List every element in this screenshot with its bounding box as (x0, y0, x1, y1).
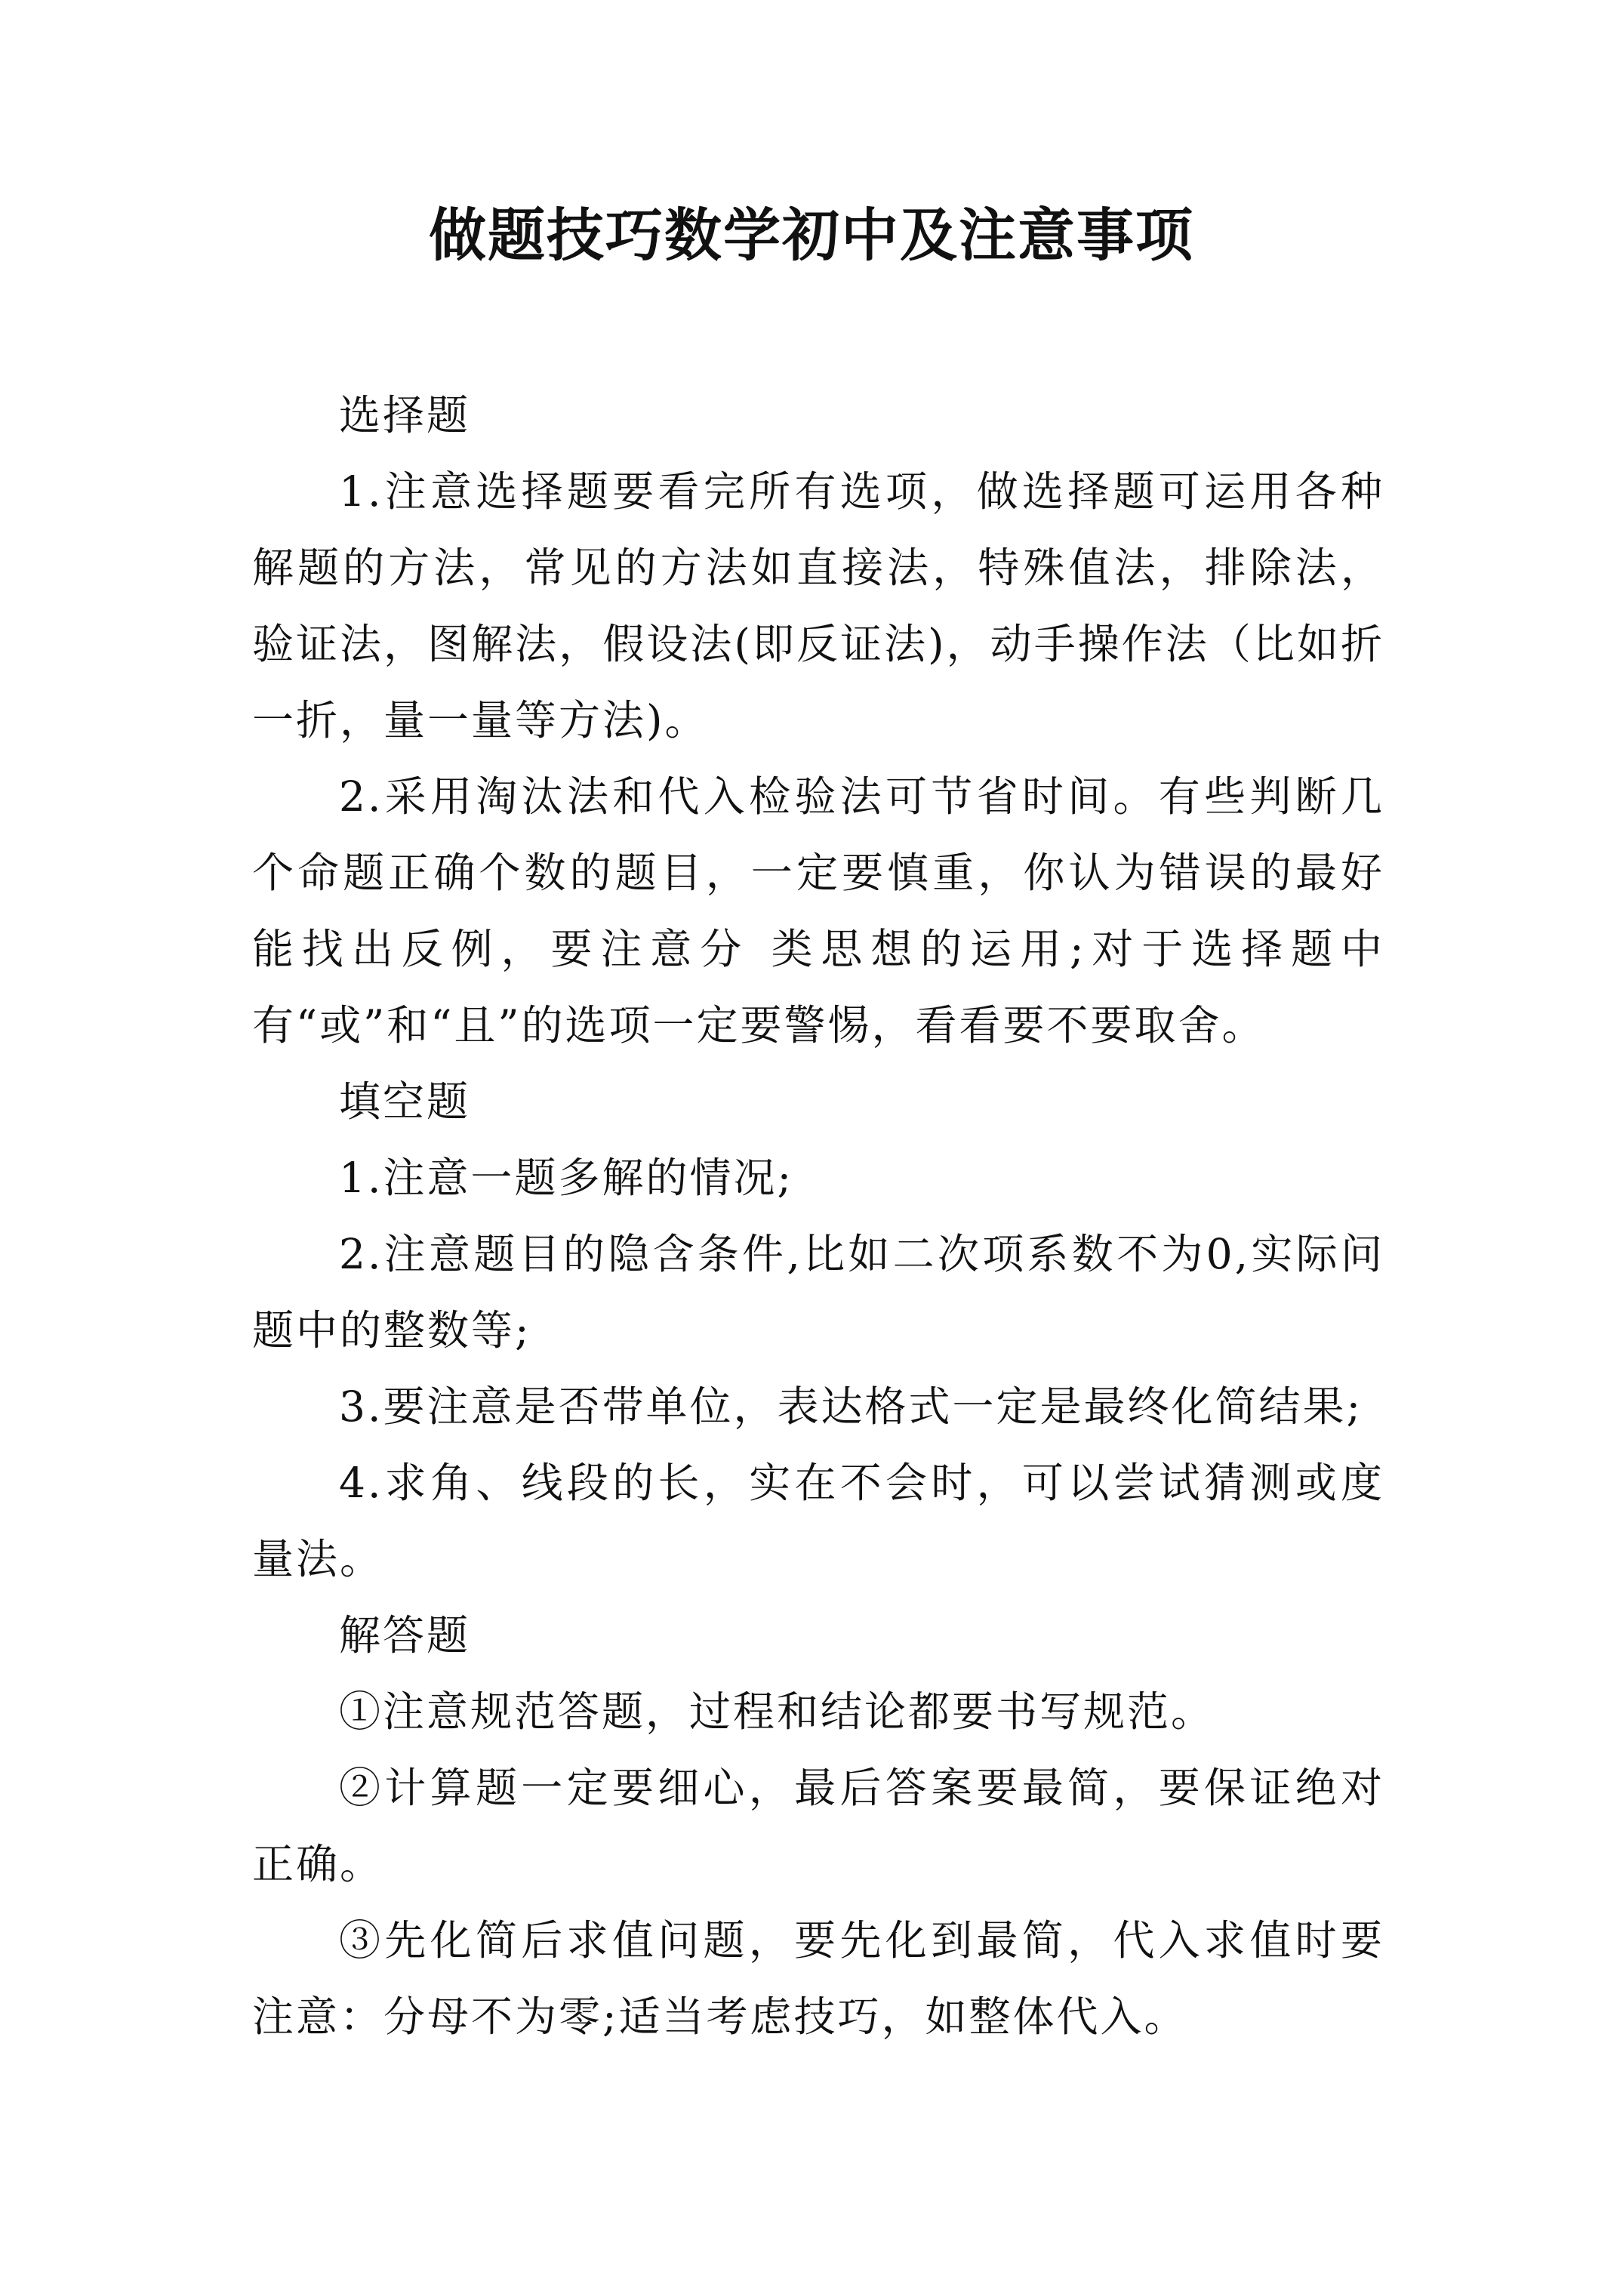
section-heading-choice: 选择题 (339, 391, 471, 439)
section-heading-answer: 解答题 (339, 1611, 471, 1660)
section-heading-fill-blank: 填空题 (339, 1077, 471, 1126)
paragraph: 2.采用淘汰法和代入检验法可节省时间。有些判断几个命题正确个数的题目，一定要慎重，你认为错误的最好能找出反例，要注意分 类思想的运用;对于选择题中有“或”和“且”的选项一定要警惕，看看要不要取舍。 (252, 772, 1384, 1049)
paragraph: 1.注意选择题要看完所有选项，做选择题可运用各种解题的方法，常见的方法如直接法，特殊值法，排除法，验证法，图解法，假设法(即反证法)，动手操作法（比如折一折，量一量等方法)。 (252, 467, 1384, 744)
paragraph: 2.注意题目的隐含条件,比如二次项系数不为0,实际问题中的整数等; (252, 1230, 1384, 1354)
document-body (252, 378, 1384, 2055)
paragraph: 3.要注意是否带单位，表达格式一定是最终化简结果; (339, 1382, 1363, 1431)
paragraph: 1.注意一题多解的情况; (339, 1154, 794, 1202)
paragraph: ①注意规范答题，过程和结论都要书写规范。 (339, 1687, 1215, 1736)
paragraph: ②计算题一定要细心，最后答案要最简，要保证绝对正确。 (252, 1764, 1384, 1888)
document-title: 做题技巧数学初中及注意事项 (429, 202, 1194, 269)
paragraph: ③先化简后求值问题，要先化到最简，代入求值时要注意：分母不为零;适当考虑技巧，如整体代入。 (252, 1916, 1384, 2041)
paragraph: 4.求角、线段的长，实在不会时，可以尝试猜测或度量法。 (252, 1459, 1384, 1583)
